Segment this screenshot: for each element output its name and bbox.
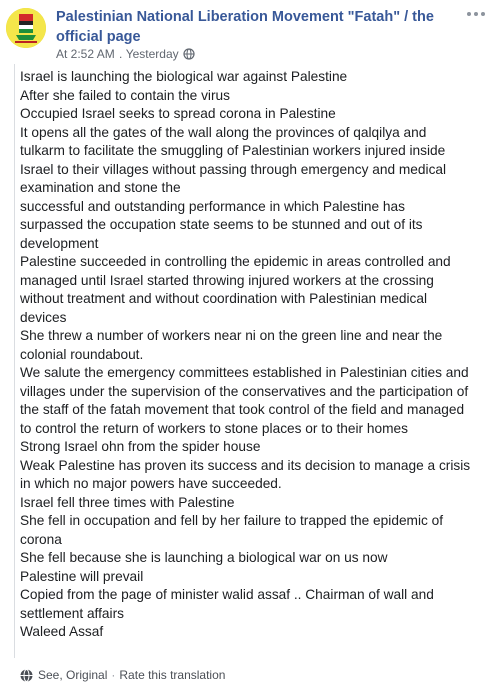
post-text-line: Waleed Assaf bbox=[20, 624, 104, 639]
translation-footer bbox=[20, 666, 225, 684]
post-text-line: It opens all the gates of the wall along the provinces of qalqilya and bbox=[20, 124, 427, 140]
post-body bbox=[20, 68, 488, 642]
post-text-line: settlement affairs bbox=[20, 605, 124, 621]
page-avatar[interactable] bbox=[6, 8, 46, 48]
post-text-line: Palestine succeeded in controlling the epidemic in areas controlled and bbox=[20, 254, 451, 269]
post-text-line: tulkarm to facilitate the smuggling of Palestinian workers injured inside bbox=[20, 143, 446, 158]
footer-separator: · bbox=[111, 668, 116, 682]
post-text-line: Palestine will prevail bbox=[20, 568, 144, 584]
post-text-line: Israel is launching the biological war against Palestine bbox=[20, 69, 348, 84]
post-text-line: We salute the emergency committees established in Palestinian cities and bbox=[20, 365, 469, 380]
post-text-line: Weak Palestine has proven its success and its decision to manage a crisis bbox=[20, 457, 471, 473]
post-text-line: Occupied Israel seeks to spread corona in Palestine bbox=[20, 106, 336, 121]
post-day[interactable]: Yesterday bbox=[125, 47, 179, 61]
post-text-line: She fell in occupation and fell by her failure to trapped the epidemic of bbox=[20, 513, 444, 528]
post-meta bbox=[56, 46, 195, 62]
more-options-icon[interactable] bbox=[466, 8, 486, 20]
post-text-line: Israel to their villages without passing through emergency and medical bbox=[20, 161, 447, 177]
post-text-line: corona bbox=[20, 531, 62, 547]
post-text-line: She threw a number of workers near ni on the green line and near the bbox=[20, 328, 443, 343]
post-text-line: She fell because she is launching a biological war on us now bbox=[20, 550, 388, 565]
globe-icon[interactable] bbox=[183, 48, 195, 60]
post-text-line: Strong Israel ohn from the spider house bbox=[20, 439, 261, 454]
post-text-line: examination and stone the bbox=[20, 180, 181, 195]
fatah-logo-icon bbox=[6, 8, 46, 48]
see-original-link[interactable]: See, Original bbox=[38, 668, 108, 682]
post-header bbox=[0, 0, 494, 64]
translate-icon bbox=[20, 669, 33, 682]
post-text-line: in which no major powers have succeeded. bbox=[20, 476, 282, 491]
page-name-link[interactable]: Palestinian National Liberation Movement "Fatah" / the official page bbox=[56, 9, 434, 45]
meta-separator: . bbox=[115, 47, 126, 61]
post-text-line: After she failed to contain the virus bbox=[20, 87, 230, 103]
post-text-line: successful and outstanding performance in which Palestine has bbox=[20, 198, 405, 214]
post-text-line: to control the return of workers to stone places or to their homes bbox=[20, 420, 409, 436]
rate-translation-link[interactable]: Rate this translation bbox=[119, 668, 226, 682]
post-divider-line bbox=[14, 64, 15, 658]
post-text-line: development bbox=[20, 235, 99, 251]
post-text-line: without treatment and without coordination with Palestinian medical bbox=[20, 291, 428, 306]
post-text-line: managed until Israel started throwing injured workers at the crossing bbox=[20, 272, 434, 288]
post-text-line: Israel fell three times with Palestine bbox=[20, 494, 235, 510]
post-text-line: devices bbox=[20, 309, 67, 325]
post-time[interactable]: At 2:52 AM bbox=[56, 47, 115, 61]
post-text-line: colonial roundabout. bbox=[20, 346, 144, 362]
post-text-line: Copied from the page of minister walid assaf .. Chairman of wall and bbox=[20, 587, 434, 602]
post-text-line: villages under the supervision of the conservatives and the participation of bbox=[20, 383, 469, 399]
post-text-line: surpassed the occupation state seems to be stunned and out of its bbox=[20, 217, 423, 232]
post-text-line: the staff of the fatah movement that took control of the field and managed bbox=[20, 402, 465, 417]
